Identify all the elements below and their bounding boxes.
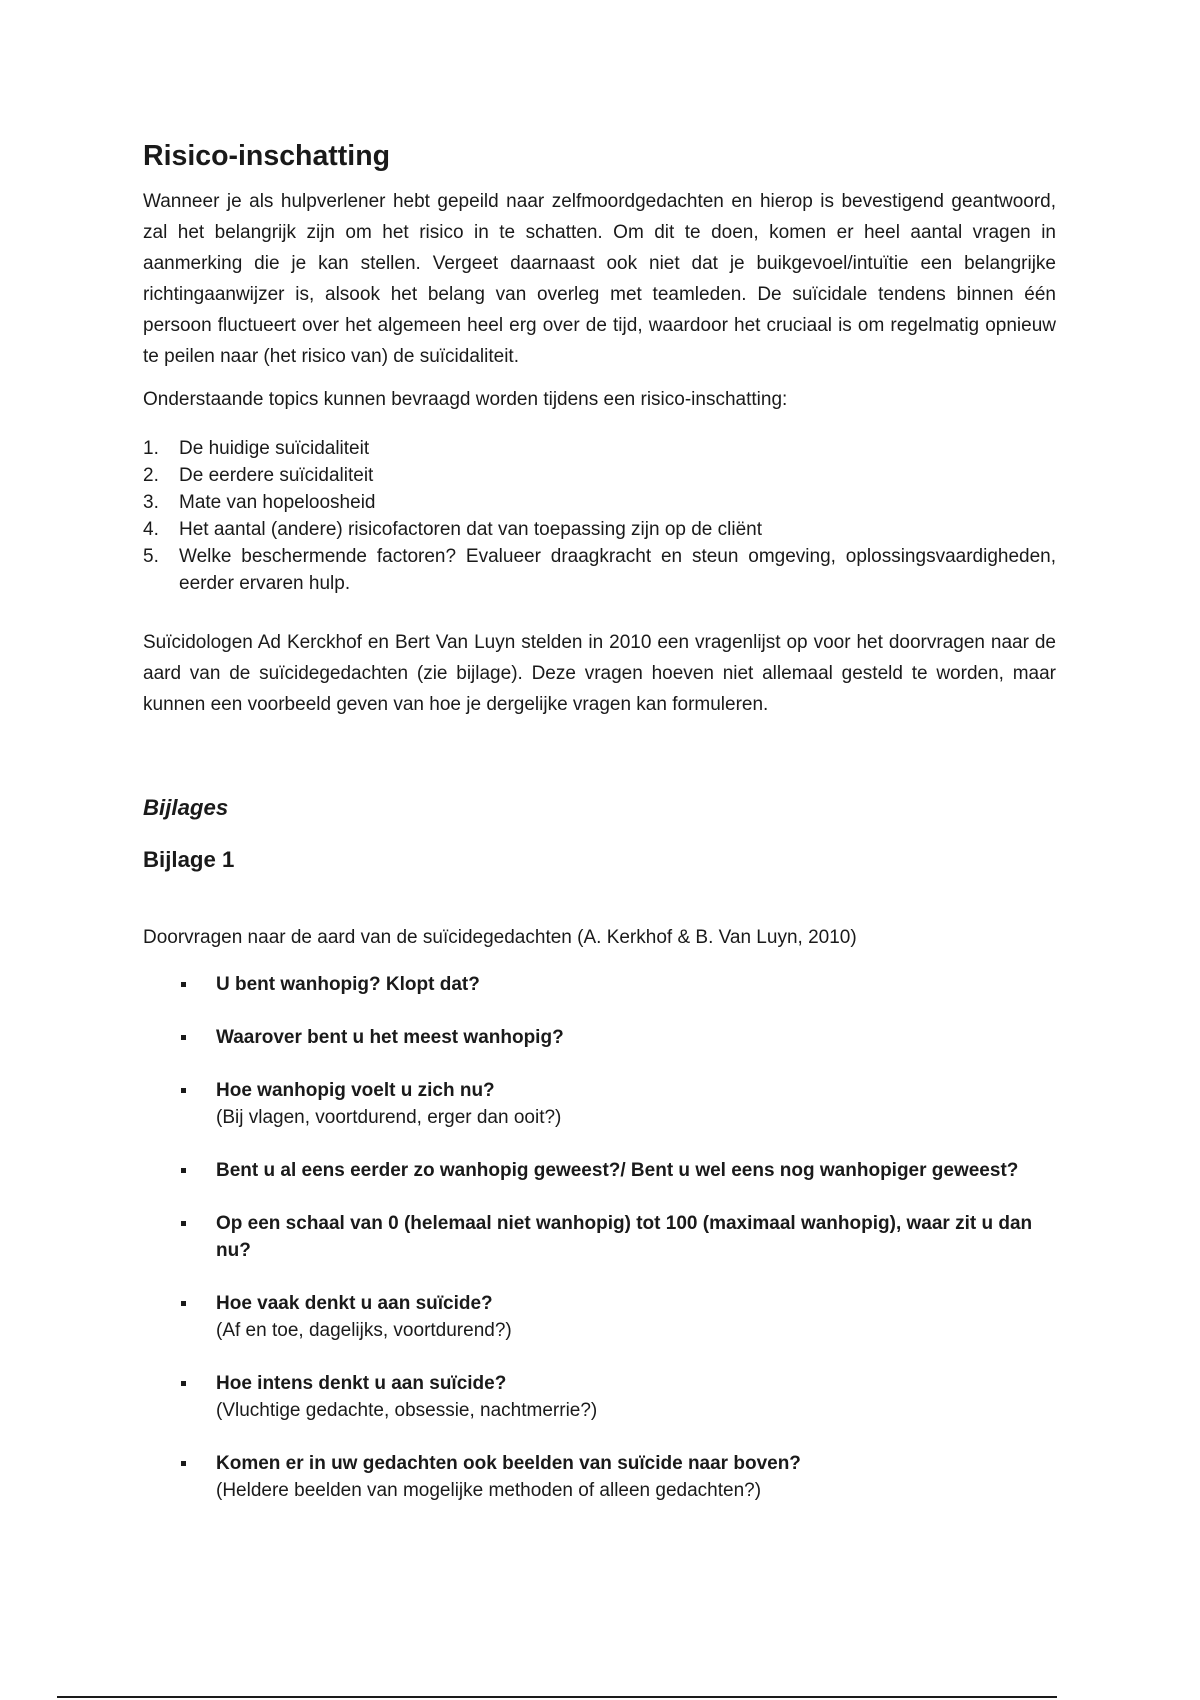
question-hint: (Bij vlagen, voortdurend, erger dan ooit?) xyxy=(216,1107,562,1128)
section-title: Risico-inschatting xyxy=(143,140,391,172)
list-item xyxy=(143,435,1056,462)
question-text: Hoe vaak denkt u aan suïcide? xyxy=(216,1293,493,1314)
list-number: 5. xyxy=(143,546,159,567)
list-number: 3. xyxy=(143,492,159,513)
square-bullet-icon xyxy=(181,1088,186,1093)
footer-divider xyxy=(57,1696,1057,1698)
question-text: Hoe intens denkt u aan suïcide? xyxy=(216,1373,507,1394)
square-bullet-icon xyxy=(181,1301,186,1306)
question-hint: (Af en toe, dagelijks, voortdurend?) xyxy=(216,1320,512,1341)
square-bullet-icon xyxy=(181,1221,186,1226)
square-bullet-icon xyxy=(181,1461,186,1466)
question-text: Op een schaal van 0 (helemaal niet wanhopig) tot 100 (maximaal wanhopig), waar zit u dan nu? xyxy=(216,1213,1033,1261)
question-text: Waarover bent u het meest wanhopig? xyxy=(216,1027,564,1048)
list-number: 1. xyxy=(143,438,159,459)
question-hint: (Vluchtige gedachte, obsessie, nachtmerrie?) xyxy=(216,1400,598,1421)
question-text: U bent wanhopig? Klopt dat? xyxy=(216,974,480,995)
list-text: Welke beschermende factoren? Evalueer draagkracht en steun omgeving, oplossingsvaardigheden, eerder ervaren hulp. xyxy=(179,546,1056,594)
question-item xyxy=(143,1370,1056,1424)
square-bullet-icon xyxy=(181,1035,186,1040)
list-text: De eerdere suïcidaliteit xyxy=(179,465,374,486)
list-text: Het aantal (andere) risicofactoren dat van toepassing zijn op de cliënt xyxy=(179,519,763,540)
list-item xyxy=(143,462,1056,489)
question-item xyxy=(143,1077,1056,1131)
question-item xyxy=(143,1290,1056,1344)
question-item xyxy=(143,1210,1056,1264)
square-bullet-icon xyxy=(181,982,186,987)
topics-intro: Onderstaande topics kunnen bevraagd worden tijdens een risico-inschatting: xyxy=(143,389,788,410)
question-item xyxy=(143,1450,1056,1504)
square-bullet-icon xyxy=(181,1381,186,1386)
question-text: Hoe wanhopig voelt u zich nu? xyxy=(216,1080,495,1101)
list-item xyxy=(143,516,1056,543)
square-bullet-icon xyxy=(181,1168,186,1173)
appendix-subtitle: Bijlage 1 xyxy=(143,847,235,872)
question-item xyxy=(143,971,1056,998)
list-text: De huidige suïcidaliteit xyxy=(179,438,370,459)
question-text: Komen er in uw gedachten ook beelden van suïcide naar boven? xyxy=(216,1453,801,1474)
question-item xyxy=(143,1157,1056,1184)
list-item xyxy=(143,489,1056,516)
list-number: 4. xyxy=(143,519,159,540)
appendix-intro: Doorvragen naar de aard van de suïcidegedachten (A. Kerkhof & B. Van Luyn, 2010) xyxy=(143,927,857,948)
question-text: Bent u al eens eerder zo wanhopig geweest?/ Bent u wel eens nog wanhopiger geweest? xyxy=(216,1160,1019,1181)
question-hint: (Heldere beelden van mogelijke methoden of alleen gedachten?) xyxy=(216,1480,762,1501)
document-page xyxy=(143,138,1056,1530)
appendix-title: Bijlages xyxy=(143,795,229,820)
list-item xyxy=(143,543,1056,597)
questions-list xyxy=(143,971,1056,1504)
list-number: 2. xyxy=(143,465,159,486)
list-text: Mate van hopeloosheid xyxy=(179,492,376,513)
question-item xyxy=(143,1024,1056,1051)
topics-list xyxy=(143,435,1056,597)
closing-paragraph: Suïcidologen Ad Kerckhof en Bert Van Luyn stelden in 2010 een vragenlijst op voor het doorvragen naar de aard van de suïcidegedachten (zie bijlage). Deze vragen hoeven niet allemaal gesteld te worden, maar kunnen een voorbeeld geven van hoe je dergelijke vragen kan formuleren. xyxy=(143,632,1056,715)
intro-paragraph: Wanneer je als hulpverlener hebt gepeild naar zelfmoordgedachten en hierop is bevestigend geantwoord, zal het belangrijk zijn om het risico in te schatten. Om dit te doen, komen er heel aantal vragen in aanmerking die je kan stellen. Vergeet daarnaast ook niet dat je buikgevoel/intuïtie een belangrijke richtingaanwijzer is, alsook het belang van overleg met teamleden. De suïcidale tendens binnen één persoon fluctueert over het algemeen heel erg over de tijd, waardoor het cruciaal is om regelmatig opnieuw te peilen naar (het risico van) de suïcidaliteit. xyxy=(143,191,1056,367)
